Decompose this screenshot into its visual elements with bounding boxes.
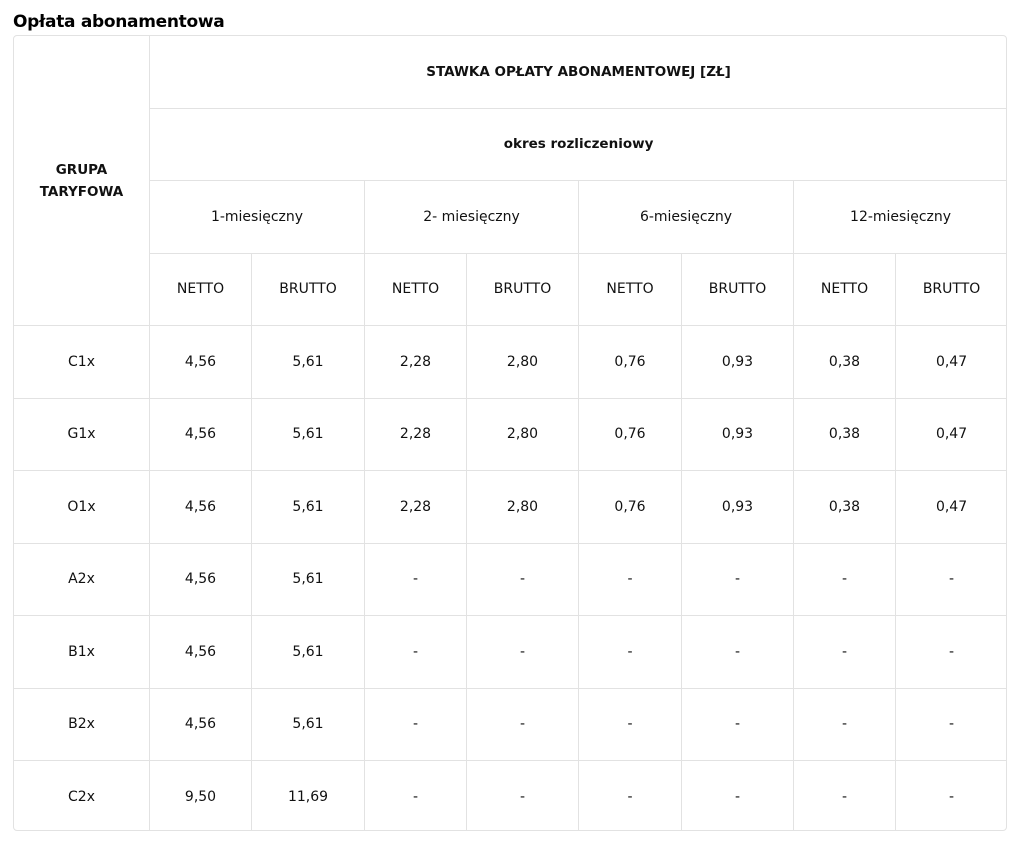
value-cell: - (579, 543, 682, 616)
group-cell: O1x (14, 471, 150, 544)
group-cell: C1x (14, 326, 150, 399)
value-cell: 4,56 (150, 326, 252, 399)
period-2-month: 2- miesięczny (365, 181, 579, 254)
subheader-brutto: BRUTTO (896, 253, 1008, 326)
value-cell: 0,38 (794, 398, 896, 471)
period-12-month: 12-miesięczny (794, 181, 1008, 254)
value-cell: 2,80 (467, 326, 579, 399)
value-cell: 0,47 (896, 326, 1008, 399)
value-cell: - (365, 616, 467, 689)
value-cell: 0,47 (896, 398, 1008, 471)
value-cell: 0,93 (682, 398, 794, 471)
value-cell: 2,80 (467, 471, 579, 544)
table-row (14, 471, 1008, 544)
value-cell: 4,56 (150, 616, 252, 689)
tariff-table-container (13, 35, 1007, 831)
value-cell: 0,76 (579, 471, 682, 544)
value-cell: 5,61 (252, 398, 365, 471)
rate-header: STAWKA OPŁATY ABONAMENTOWEJ [ZŁ] (150, 36, 1008, 109)
value-cell: - (579, 761, 682, 832)
group-cell: B2x (14, 688, 150, 761)
table-row (14, 616, 1008, 689)
value-cell: - (467, 761, 579, 832)
table-row (14, 543, 1008, 616)
value-cell: 2,28 (365, 471, 467, 544)
value-cell: 0,38 (794, 326, 896, 399)
value-cell: - (682, 688, 794, 761)
table-row (14, 688, 1008, 761)
table-row (14, 398, 1008, 471)
value-cell: - (794, 761, 896, 832)
value-cell: 4,56 (150, 688, 252, 761)
subheader-brutto: BRUTTO (252, 253, 365, 326)
period-6-month: 6-miesięczny (579, 181, 794, 254)
group-cell: C2x (14, 761, 150, 832)
value-cell: - (467, 616, 579, 689)
value-cell: - (896, 761, 1008, 832)
value-cell: 0,93 (682, 471, 794, 544)
value-cell: 5,61 (252, 471, 365, 544)
value-cell: 0,93 (682, 326, 794, 399)
value-cell: 4,56 (150, 398, 252, 471)
value-cell: - (794, 616, 896, 689)
period-1-month: 1-miesięczny (150, 181, 365, 254)
group-header: GRUPA TARYFOWA (14, 36, 150, 326)
value-cell: - (365, 761, 467, 832)
subheader-netto: NETTO (794, 253, 896, 326)
value-cell: - (794, 543, 896, 616)
value-cell: - (896, 688, 1008, 761)
subheader-netto: NETTO (579, 253, 682, 326)
tariff-table (13, 35, 1007, 831)
table-row (14, 326, 1008, 399)
value-cell: 4,56 (150, 543, 252, 616)
value-cell: 5,61 (252, 616, 365, 689)
value-cell: 5,61 (252, 688, 365, 761)
group-cell: G1x (14, 398, 150, 471)
value-cell: - (896, 616, 1008, 689)
page-title: Opłata abonamentowa (13, 12, 225, 32)
subheader-brutto: BRUTTO (682, 253, 794, 326)
value-cell: 5,61 (252, 543, 365, 616)
value-cell: 2,28 (365, 398, 467, 471)
value-cell: - (794, 688, 896, 761)
value-cell: 11,69 (252, 761, 365, 832)
value-cell: 2,28 (365, 326, 467, 399)
value-cell: - (682, 616, 794, 689)
value-cell: 5,61 (252, 326, 365, 399)
header-row-subheaders (14, 253, 1008, 326)
value-cell: - (896, 543, 1008, 616)
value-cell: - (365, 543, 467, 616)
value-cell: - (579, 616, 682, 689)
period-header: okres rozliczeniowy (150, 108, 1008, 181)
value-cell: 0,76 (579, 398, 682, 471)
group-cell: B1x (14, 616, 150, 689)
value-cell: 0,76 (579, 326, 682, 399)
value-cell: - (365, 688, 467, 761)
subheader-netto: NETTO (365, 253, 467, 326)
subheader-brutto: BRUTTO (467, 253, 579, 326)
subheader-netto: NETTO (150, 253, 252, 326)
value-cell: - (682, 761, 794, 832)
value-cell: - (467, 688, 579, 761)
value-cell: - (579, 688, 682, 761)
value-cell: 2,80 (467, 398, 579, 471)
value-cell: - (682, 543, 794, 616)
header-row-period (14, 108, 1008, 181)
value-cell: 0,38 (794, 471, 896, 544)
value-cell: 4,56 (150, 471, 252, 544)
group-cell: A2x (14, 543, 150, 616)
value-cell: 9,50 (150, 761, 252, 832)
header-row-rate (14, 36, 1008, 109)
value-cell: 0,47 (896, 471, 1008, 544)
table-row (14, 761, 1008, 832)
header-row-periods (14, 181, 1008, 254)
value-cell: - (467, 543, 579, 616)
